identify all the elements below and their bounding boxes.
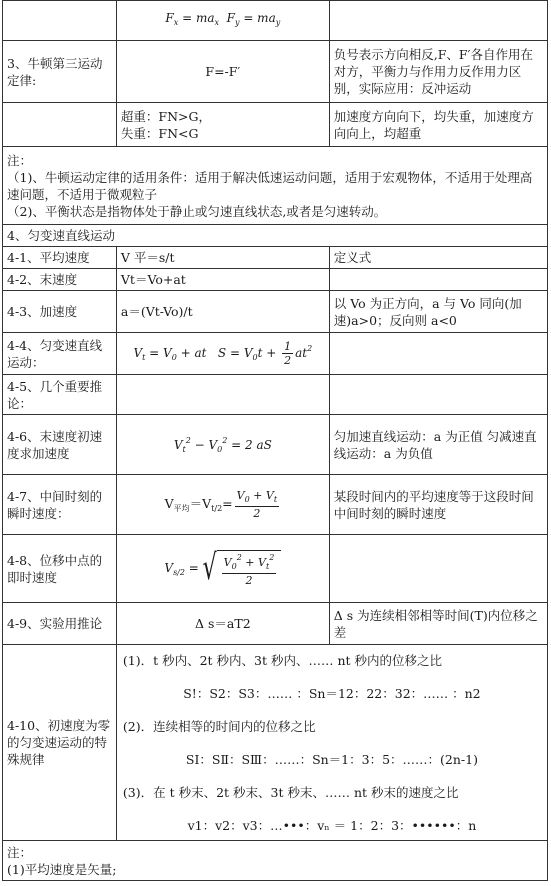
rule-title: (2)．连续相等的时间内的位移之比 [122, 718, 316, 734]
note-block [3, 147, 548, 225]
newton3-formula: F=-F′ [116, 41, 329, 103]
row-label: 4-10、初速度为零的匀变速运动的特殊规律 [3, 645, 117, 841]
row-label: 4-8、位移中点的即时速度 [3, 535, 117, 603]
rule-ratio: v1：v2：v3：…•••：vₙ ＝ 1：2：3：••••••：n [187, 817, 477, 833]
section-title: 4、匀变速直线运动 [3, 225, 548, 247]
table-row [3, 103, 548, 147]
row-desc: Δ s 为连续相邻相等时间(T)内位移之差 [329, 603, 547, 645]
note-title: 注： [7, 152, 33, 168]
empty-cell [329, 535, 547, 603]
row-formula: Vt＝Vo+at [116, 269, 329, 291]
row-label: 4-6、末速度初速度求加速度 [3, 415, 117, 475]
table-row [3, 415, 548, 475]
note-line: （1)、牛顿运动定律的适用条件：适用于解决低速运动问题，适用于宏观物体，不适用于处理高速问题，不适用于微观粒子 [7, 169, 533, 202]
empty-cell [329, 375, 547, 415]
newton3-label: 3、牛顿第三运动定律: [3, 41, 117, 103]
table-row [3, 225, 548, 247]
row-label: 4-1、平均速度 [3, 247, 117, 269]
table-row [3, 475, 548, 535]
empty-cell [3, 1, 117, 41]
row-formula: Δ s＝aT2 [116, 603, 329, 645]
row-desc: 匀加速直线运动：a 为正值 匀减速直线运动：a 为负值 [329, 415, 547, 475]
row-desc: 定义式 [329, 247, 547, 269]
row-label: 4-2、末速度 [3, 269, 117, 291]
note-title: 注： [7, 844, 33, 860]
table-row [3, 1, 548, 41]
table-row [3, 645, 548, 841]
rule-title: (3)．在 t 秒末、2t 秒末、3t 秒末、…… nt 秒末的速度之比 [122, 784, 459, 800]
note-line: (1)平均速度是矢量; [7, 861, 117, 877]
mid-time-velocity-formula: $V_{平均}=V_{t/2}=$ $\frac{V_0 + V_t}{2}$ [116, 475, 329, 535]
newton2-component-formula: $F_x = ma_x$ $F_y = ma_y$ [116, 1, 329, 41]
table-row [3, 247, 548, 269]
table-row [3, 333, 548, 375]
row-label: 4-7、中间时刻的瞬时速度： [3, 475, 117, 535]
row-formula: a＝(Vt-Vo)/t [116, 291, 329, 333]
empty-cell [329, 1, 547, 41]
empty-cell [3, 103, 117, 147]
uniform-accel-formula: $V_t = V_0$ + at $S = V_0t$ + $\frac{1}{2}$ $at^2$ [116, 333, 329, 375]
row-label: 4-3、加速度 [3, 291, 117, 333]
row-label: 4-9、实验用推论 [3, 603, 117, 645]
velocity-squared-formula: $V_t^2 - V_0^2 = 2$ aS [116, 415, 329, 475]
row-label: 4-5、几个重要推论： [3, 375, 117, 415]
table-row [3, 291, 548, 333]
rule-ratio: SⅠ：SⅡ：SⅢ：……：Sn＝1：3：5：……：(2n-1) [185, 751, 478, 767]
rule-ratio: S!：S2：S3：…… ：Sn＝12：22：32：…… ：n2 [183, 685, 481, 701]
row-desc: 某段时间内的平均速度等于这段时间中间时刻的瞬时速度 [329, 475, 547, 535]
physics-formula-table [2, 0, 548, 881]
table-row [3, 603, 548, 645]
newton3-desc: 负号表示方向相反,F、F′各自作用在对方，平衡力与作用力反作用力区别，实际应用：反冲运动 [329, 41, 547, 103]
row-formula: V 平＝s/t [116, 247, 329, 269]
table-row [3, 269, 548, 291]
mid-displacement-velocity-formula: $V_{s/2}$ = √ $\frac{V_0^2 + V_t^2}{2}$ [116, 535, 329, 603]
weightless-line: 失重：FN<G [120, 125, 199, 141]
empty-cell [116, 375, 329, 415]
table-row [3, 147, 548, 225]
overweight-cell [116, 103, 329, 147]
row-desc [329, 269, 547, 291]
note-line: （2)、平衡状态是指物体处于静止或匀速直线状态,或者是匀速转动。 [7, 203, 387, 219]
table-row [3, 535, 548, 603]
empty-cell [329, 333, 547, 375]
row-desc: 以 Vo 为正方向，a 与 Vo 同向(加速)a>0；反向则 a<0 [329, 291, 547, 333]
table-row [3, 841, 548, 881]
special-rules-cell [116, 645, 547, 841]
overweight-desc: 加速度方向向下，均失重，加速度方向向上，均超重 [329, 103, 547, 147]
rule-title: (1)．t 秒内、2t 秒内、3t 秒内、…… nt 秒内的位移之比 [122, 652, 443, 668]
row-label: 4-4、匀变速直线运动： [3, 333, 117, 375]
table-row [3, 375, 548, 415]
table-row [3, 41, 548, 103]
note-block [3, 841, 548, 881]
overweight-line: 超重：FN>G， [120, 108, 211, 124]
